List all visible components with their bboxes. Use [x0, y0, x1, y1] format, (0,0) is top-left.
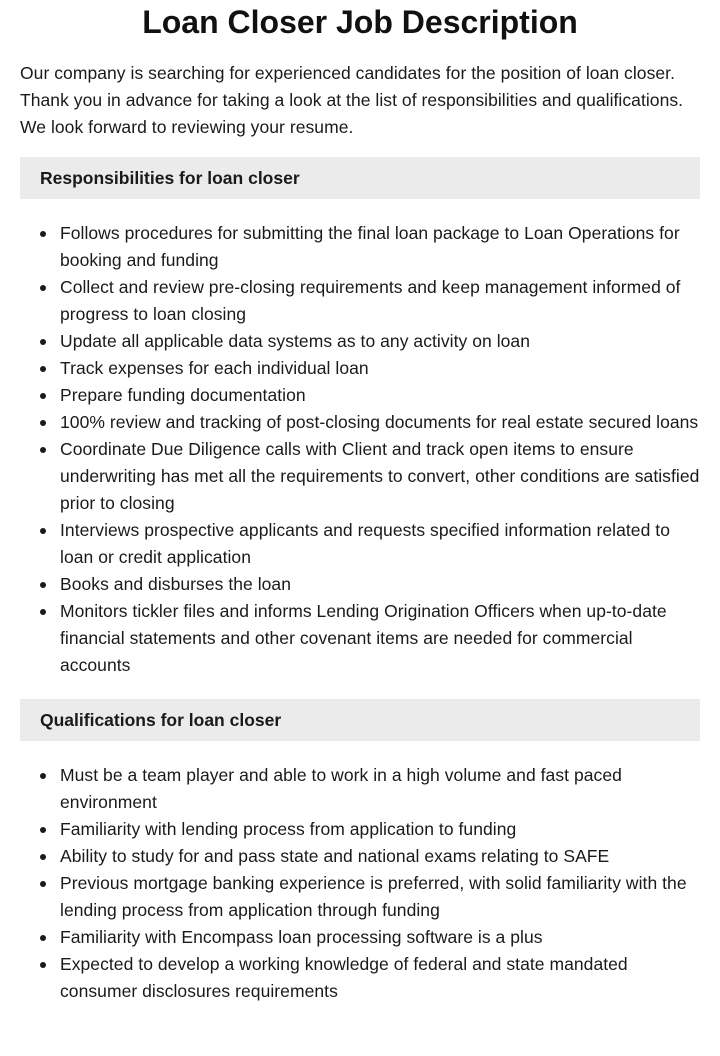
- list-item: Ability to study for and pass state and national exams relating to SAFE: [20, 843, 700, 870]
- qualifications-section: [20, 699, 700, 1025]
- responsibilities-heading: Responsibilities for loan closer: [20, 157, 700, 199]
- list-item: Track expenses for each individual loan: [20, 355, 700, 382]
- list-item: Update all applicable data systems as to any activity on loan: [20, 328, 700, 355]
- list-item: Expected to develop a working knowledge of federal and state mandated consumer disclosures requirements: [20, 951, 700, 1005]
- list-item: 100% review and tracking of post-closing documents for real estate secured loans: [20, 409, 700, 436]
- responsibilities-list: [20, 199, 700, 699]
- responsibilities-section: [20, 157, 700, 699]
- page-title: Loan Closer Job Description: [142, 4, 578, 40]
- qualifications-list: [20, 741, 700, 1025]
- list-item: Monitors tickler files and informs Lending Origination Officers when up-to-date financial statements and other covenant items are needed for commercial accounts: [20, 598, 700, 679]
- list-item: Previous mortgage banking experience is preferred, with solid familiarity with the lending process from application through funding: [20, 870, 700, 924]
- list-item: Familiarity with lending process from application to funding: [20, 816, 700, 843]
- list-item: Familiarity with Encompass loan processing software is a plus: [20, 924, 700, 951]
- list-item: Collect and review pre-closing requirements and keep management informed of progress to loan closing: [20, 274, 700, 328]
- list-item: Follows procedures for submitting the final loan package to Loan Operations for booking and funding: [20, 220, 700, 274]
- intro-paragraph: Our company is searching for experienced candidates for the position of loan closer. Thank you in advance for taking a look at the list of responsibilities and qualifications. We look forward to reviewing your resume.: [20, 63, 684, 137]
- list-item: Books and disburses the loan: [20, 571, 700, 598]
- list-item: Prepare funding documentation: [20, 382, 700, 409]
- qualifications-heading: Qualifications for loan closer: [20, 699, 700, 741]
- list-item: Coordinate Due Diligence calls with Client and track open items to ensure underwriting has met all the requirements to convert, other conditions are satisfied prior to closing: [20, 436, 700, 517]
- list-item: Interviews prospective applicants and requests specified information related to loan or credit application: [20, 517, 700, 571]
- list-item: Must be a team player and able to work in a high volume and fast paced environment: [20, 762, 700, 816]
